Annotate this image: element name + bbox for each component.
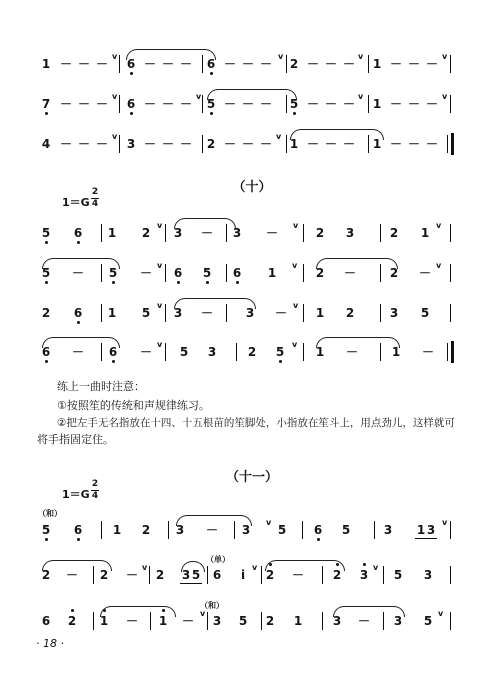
breath-mark: v [358, 52, 364, 61]
dash: － [407, 137, 420, 151]
barline [383, 612, 384, 630]
note: 3 [126, 137, 136, 151]
note: 5 [289, 97, 299, 111]
note: 5 [191, 568, 201, 582]
note: 6 [73, 306, 83, 320]
note: 5 [275, 345, 285, 359]
staff-line-2 [0, 92, 504, 137]
low-octave-dot [293, 112, 296, 115]
barline [261, 566, 262, 584]
breath-mark: v [436, 221, 442, 230]
note: 3 [345, 226, 355, 240]
low-octave-dot [77, 321, 80, 324]
note: 1 [315, 306, 325, 320]
dash: － [77, 137, 90, 151]
dash: － [241, 97, 254, 111]
barline [374, 521, 375, 539]
barline [202, 135, 203, 153]
note: 1 [372, 57, 382, 71]
note: 5 [393, 568, 403, 582]
breath-mark: v [292, 340, 298, 349]
note: 3 [232, 226, 242, 240]
high-octave-dot [71, 609, 74, 612]
low-octave-dot [45, 538, 48, 541]
barline [450, 566, 451, 584]
final-barline [451, 341, 454, 363]
dash: － [421, 345, 434, 359]
note: 5 [41, 523, 51, 537]
dash: － [425, 97, 438, 111]
barline [101, 264, 102, 282]
barline [93, 566, 94, 584]
dash: － [342, 137, 355, 151]
note: 5 [179, 345, 189, 359]
dash: － [139, 345, 152, 359]
low-octave-dot [130, 72, 133, 75]
note: 2 [315, 226, 325, 240]
low-octave-dot [112, 281, 115, 284]
dash: － [179, 97, 192, 111]
barline [202, 95, 203, 113]
dash: － [425, 57, 438, 71]
low-octave-dot [210, 112, 213, 115]
dash: － [265, 226, 278, 240]
barline [447, 135, 448, 153]
low-octave-dot [206, 281, 209, 284]
breath-mark: v [266, 518, 272, 527]
dash: － [343, 266, 356, 280]
note: 5 [206, 97, 216, 111]
note: 3 [181, 568, 191, 582]
dash: － [200, 306, 213, 320]
low-octave-dot [317, 538, 320, 541]
barline [207, 612, 208, 630]
dash: － [181, 614, 194, 628]
dash: － [291, 568, 304, 582]
note: 1 [41, 57, 51, 71]
note: 6 [173, 266, 183, 280]
barline [322, 612, 323, 630]
note: 1 [112, 523, 122, 537]
breath-mark: v [293, 221, 299, 230]
barline [380, 264, 381, 282]
piece-10-meter [91, 188, 99, 209]
note: 2 [41, 568, 51, 582]
note: 7 [41, 97, 51, 111]
barline [368, 55, 369, 73]
dash: － [125, 614, 138, 628]
note: 3 [383, 523, 393, 537]
breath-mark: v [442, 518, 448, 527]
note: 1 [416, 523, 426, 537]
barline [101, 343, 102, 361]
note: 5 [41, 226, 51, 240]
barline [202, 55, 203, 73]
dash: － [59, 137, 72, 151]
practice-note-1: ①按照笙的传统和声规律练习。 [57, 399, 210, 412]
note: 3 [207, 345, 217, 359]
note: 6 [73, 523, 83, 537]
note: 2 [289, 57, 299, 71]
high-octave-dot [363, 563, 366, 566]
barline [236, 343, 237, 361]
dash: － [389, 57, 402, 71]
note: 4 [41, 137, 51, 151]
note: 3 [393, 614, 403, 628]
note: 3 [241, 523, 251, 537]
note: 2 [141, 226, 151, 240]
note: 3 [212, 614, 222, 628]
note: 5 [341, 523, 351, 537]
barline [101, 304, 102, 322]
meter-numerator: 2 [91, 187, 99, 197]
note: 6 [212, 568, 222, 582]
note: 2 [315, 266, 325, 280]
note: 3 [332, 614, 342, 628]
note: 6 [232, 266, 242, 280]
low-octave-dot [77, 538, 80, 541]
low-octave-dot [236, 281, 239, 284]
note: 3 [173, 306, 183, 320]
note: 2 [155, 568, 165, 582]
low-octave-dot [77, 241, 80, 244]
dash: － [306, 137, 319, 151]
barline [450, 612, 451, 630]
note: 1 [99, 614, 109, 628]
note: 3 [389, 306, 399, 320]
dash: － [324, 137, 337, 151]
harmony-mark: （和） [200, 601, 224, 610]
high-octave-dot [162, 609, 165, 612]
breath-mark: v [442, 52, 448, 61]
dash: － [259, 57, 272, 71]
breath-mark: v [157, 340, 163, 349]
barline [93, 612, 94, 630]
low-octave-dot [130, 112, 133, 115]
barline [119, 95, 120, 113]
note: 6 [41, 345, 51, 359]
dash: － [65, 568, 78, 582]
note: 6 [126, 57, 136, 71]
barline [380, 304, 381, 322]
barline [303, 224, 304, 242]
note: 3 [173, 226, 183, 240]
note: 3 [175, 523, 185, 537]
dash: － [418, 266, 431, 280]
breath-mark: v [438, 609, 444, 618]
breath-mark: v [112, 52, 118, 61]
note: 2 [141, 523, 151, 537]
note: 1 [391, 345, 401, 359]
high-octave-dot [336, 563, 339, 566]
practice-note-2-line-1: ②把左手无名指放在十四、十五根苗的笙脚处，小指放在笙斗上，用点劲儿，这样就可 [57, 417, 455, 429]
note: 1 [315, 345, 325, 359]
note: 2 [206, 137, 216, 151]
breath-mark: v [112, 92, 118, 101]
note: 2 [332, 568, 342, 582]
barline [261, 612, 262, 630]
dash: － [407, 57, 420, 71]
note: 6 [108, 345, 118, 359]
barline [450, 521, 451, 539]
breath-mark: v [112, 132, 118, 141]
note: 5 [238, 614, 248, 628]
note: 2 [345, 306, 355, 320]
barline [165, 224, 166, 242]
high-octave-dot [269, 563, 272, 566]
dash: － [324, 57, 337, 71]
barline [165, 343, 166, 361]
dash: － [205, 523, 218, 537]
breath-mark: v [358, 92, 364, 101]
note: 5 [202, 266, 212, 280]
barline [234, 521, 235, 539]
low-octave-dot [45, 112, 48, 115]
high-octave-dot [103, 609, 106, 612]
single-mark: （单） [206, 555, 230, 564]
dash: － [259, 97, 272, 111]
note: 5 [41, 266, 51, 280]
dash: － [77, 57, 90, 71]
dash: － [71, 345, 84, 359]
staff-line-10 [0, 609, 504, 654]
dash: － [95, 97, 108, 111]
meter-denominator: 4 [91, 491, 99, 501]
breath-mark: v [436, 261, 442, 270]
barline [450, 95, 451, 113]
note: 2 [389, 266, 399, 280]
note: 2 [41, 306, 51, 320]
dash: － [342, 97, 355, 111]
breath-mark: v [157, 261, 163, 270]
barline [150, 612, 151, 630]
piece-10-heading: （十） [232, 180, 272, 195]
note: 1 [289, 137, 299, 151]
tie [316, 258, 398, 269]
breath-mark: v [196, 92, 202, 101]
barline [101, 521, 102, 539]
note: 3 [423, 568, 433, 582]
low-octave-dot [45, 241, 48, 244]
dash: － [342, 57, 355, 71]
note: 5 [420, 306, 430, 320]
low-octave-dot [177, 281, 180, 284]
dash: － [357, 614, 370, 628]
barline [302, 521, 303, 539]
note: 5 [423, 614, 433, 628]
dash: － [324, 97, 337, 111]
note: 2 [265, 614, 275, 628]
barline [101, 224, 102, 242]
dash: － [125, 568, 138, 582]
dash: － [306, 57, 319, 71]
breath-mark: v [293, 301, 299, 310]
note: 1 [107, 306, 117, 320]
low-octave-dot [45, 360, 48, 363]
dash: － [59, 57, 72, 71]
dash: － [407, 97, 420, 111]
piece-11-heading: （十一） [225, 470, 278, 485]
note: 5 [277, 523, 287, 537]
breath-mark: v [200, 609, 206, 618]
practice-notes-heading: 练上一曲时注意： [57, 380, 145, 393]
breath-mark: v [157, 221, 163, 230]
piece-11-meter [91, 480, 99, 501]
note: 1 [293, 614, 303, 628]
dash: － [425, 137, 438, 151]
barline [380, 343, 381, 361]
note: 5 [141, 306, 151, 320]
staff-line-3 [0, 132, 504, 177]
dash: － [179, 137, 192, 151]
barline [450, 264, 451, 282]
barline [368, 95, 369, 113]
breath-mark: v [252, 563, 258, 572]
dash: － [306, 97, 319, 111]
note: 2 [99, 568, 109, 582]
underline-beam [180, 583, 202, 584]
practice-note-2-line-2: 将手指固定住。 [37, 433, 114, 446]
note: 1 [158, 614, 168, 628]
note: 3 [245, 306, 255, 320]
dash: － [161, 57, 174, 71]
low-octave-dot [45, 281, 48, 284]
note: 1 [420, 226, 430, 240]
note: 6 [206, 57, 216, 71]
dash: － [389, 137, 402, 151]
dash: － [139, 266, 152, 280]
dash: － [77, 97, 90, 111]
piece-11-key: 1＝G [62, 488, 90, 501]
barline [450, 224, 451, 242]
dash: － [241, 137, 254, 151]
low-octave-dot [112, 360, 115, 363]
note: 2 [247, 345, 257, 359]
barline [368, 135, 369, 153]
note: 5 [108, 266, 118, 280]
note: 1 [372, 137, 382, 151]
barline [119, 55, 120, 73]
staff-line-9 [0, 563, 504, 608]
breath-mark: v [157, 301, 163, 310]
dash: － [259, 137, 272, 151]
dash: － [389, 97, 402, 111]
dash: － [345, 345, 358, 359]
barline [226, 264, 227, 282]
note: 6 [313, 523, 323, 537]
dash: － [71, 266, 84, 280]
barline [207, 566, 208, 584]
barline [165, 304, 166, 322]
note: 3 [426, 523, 436, 537]
barline [447, 343, 448, 361]
low-octave-dot [279, 360, 282, 363]
dash: － [95, 137, 108, 151]
meter-denominator: 4 [91, 199, 99, 209]
breath-mark: v [442, 92, 448, 101]
note: 2 [389, 226, 399, 240]
dash: － [161, 97, 174, 111]
note: 6 [41, 614, 51, 628]
note: 3 [359, 568, 369, 582]
dash: － [143, 137, 156, 151]
barline [226, 224, 227, 242]
dash: － [223, 97, 236, 111]
barline [383, 566, 384, 584]
breath-mark: v [278, 52, 284, 61]
dash: － [223, 57, 236, 71]
low-octave-dot [210, 72, 213, 75]
dash: － [161, 137, 174, 151]
staff-line-8 [0, 518, 504, 563]
barline [303, 264, 304, 282]
harmony-mark: （和） [38, 509, 62, 518]
underline-beam [415, 538, 437, 539]
dash: － [274, 306, 287, 320]
barline [119, 135, 120, 153]
note: i [240, 568, 246, 582]
breath-mark: v [292, 261, 298, 270]
dash: － [179, 57, 192, 71]
note: 1 [107, 226, 117, 240]
meter-numerator: 2 [91, 479, 99, 489]
dash: － [95, 57, 108, 71]
barline [450, 304, 451, 322]
barline [380, 224, 381, 242]
breath-mark: v [142, 563, 148, 572]
barline [168, 521, 169, 539]
barline [450, 55, 451, 73]
breath-mark: v [276, 132, 282, 141]
dash: － [143, 57, 156, 71]
dash: － [59, 97, 72, 111]
note: 2 [67, 614, 77, 628]
staff-line-7 [0, 340, 504, 385]
page-number: · 18 · [36, 637, 64, 650]
dash: － [200, 226, 213, 240]
note: 6 [73, 226, 83, 240]
barline [226, 304, 227, 322]
barline [303, 343, 304, 361]
dash: － [143, 97, 156, 111]
piece-10-key: 1＝G [62, 196, 90, 209]
dash: － [241, 57, 254, 71]
note: 6 [126, 97, 136, 111]
barline [322, 566, 323, 584]
barline [303, 304, 304, 322]
note: 2 [265, 568, 275, 582]
final-barline [451, 133, 454, 155]
barline [165, 264, 166, 282]
dash: － [223, 137, 236, 151]
note: 1 [372, 97, 382, 111]
note: 1 [267, 266, 277, 280]
barline [149, 566, 150, 584]
breath-mark: v [373, 563, 379, 572]
